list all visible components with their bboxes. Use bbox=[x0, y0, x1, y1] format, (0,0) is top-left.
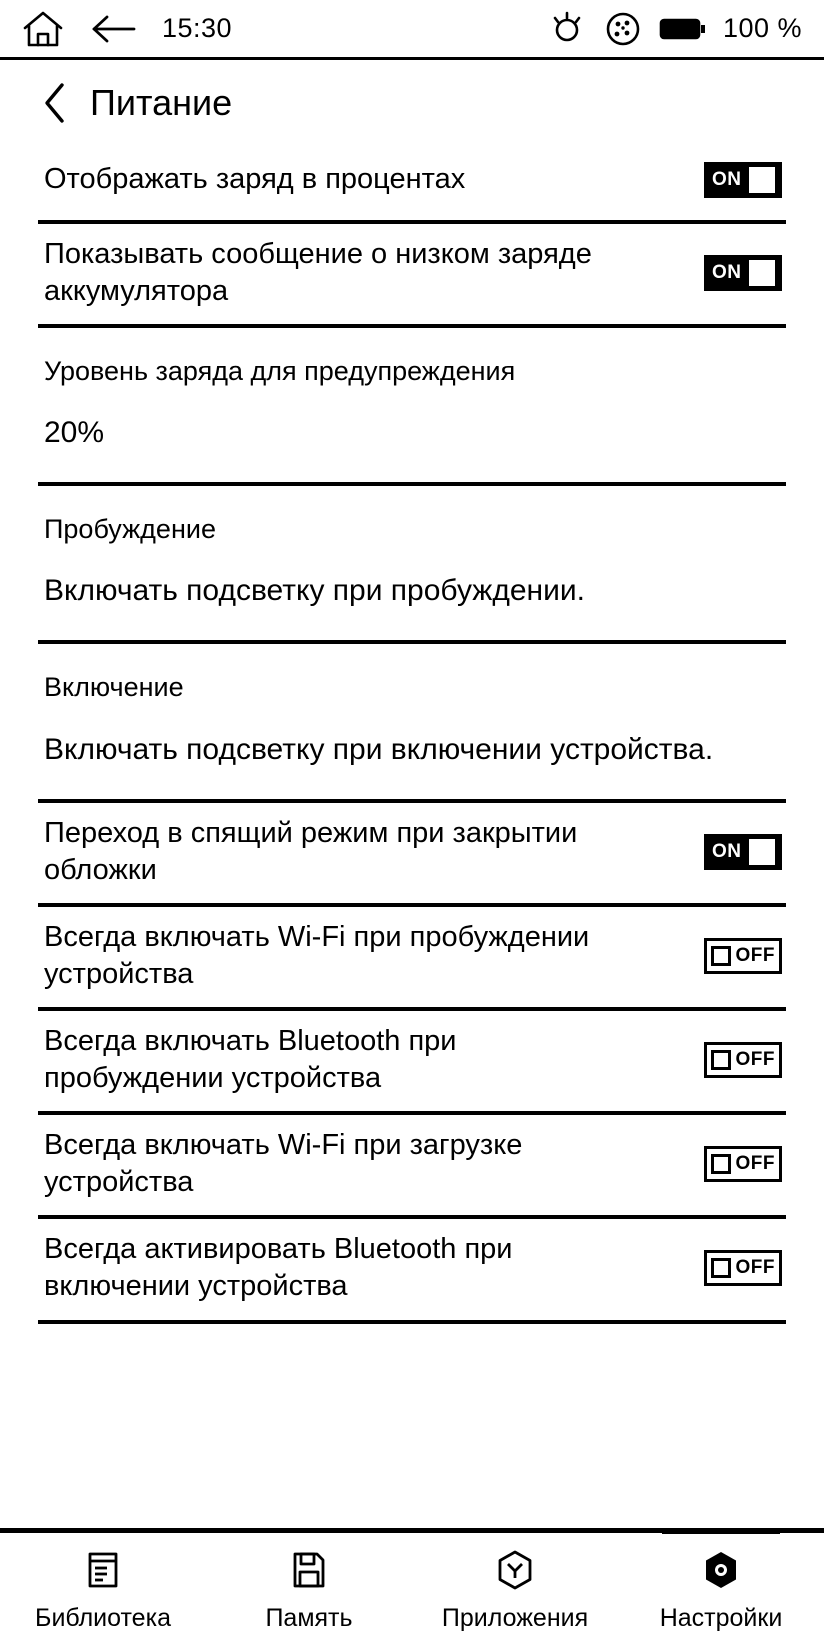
setting-group-value[interactable]: 20% bbox=[44, 416, 105, 450]
toggle-show-battery-percent[interactable] bbox=[704, 162, 782, 198]
nav-item-library[interactable] bbox=[0, 1533, 206, 1648]
setting-group-poweron[interactable] bbox=[38, 644, 786, 802]
toggle-knob bbox=[749, 167, 775, 193]
storage-floppy-icon bbox=[287, 1548, 331, 1592]
toggle-knob bbox=[711, 1154, 731, 1174]
status-bar-left bbox=[22, 9, 232, 49]
setting-row-show-battery-percent[interactable] bbox=[38, 142, 786, 224]
toggle-sleep-on-cover-close[interactable] bbox=[704, 834, 782, 870]
status-bar bbox=[0, 0, 824, 60]
toggle-wifi-on-boot[interactable] bbox=[704, 1146, 782, 1182]
toggle-state-label: OFF bbox=[735, 1257, 775, 1279]
toggle-knob bbox=[711, 1258, 731, 1278]
setting-row-wifi-on-wakeup[interactable] bbox=[38, 907, 786, 1011]
setting-label: Всегда активировать Bluetooth при включении устройства bbox=[44, 1233, 513, 1303]
toggle-state-label: OFF bbox=[735, 1153, 775, 1175]
settings-hexagon-icon bbox=[699, 1548, 743, 1592]
nav-item-storage[interactable] bbox=[206, 1533, 412, 1648]
setting-control[interactable] bbox=[704, 1042, 786, 1078]
toggle-knob bbox=[711, 1050, 731, 1070]
setting-label: Отображать заряд в процентах bbox=[44, 163, 466, 196]
setting-control[interactable] bbox=[704, 1146, 786, 1182]
toggle-bluetooth-on-boot[interactable] bbox=[704, 1250, 782, 1286]
screen-refresh-icon[interactable] bbox=[603, 9, 643, 49]
setting-control[interactable] bbox=[704, 834, 786, 870]
setting-group-title: Уровень заряда для предупреждения bbox=[44, 356, 516, 387]
setting-row-sleep-on-cover-close[interactable] bbox=[38, 803, 786, 907]
nav-label: Библиотека bbox=[35, 1604, 171, 1632]
toggle-state-label: ON bbox=[712, 169, 742, 190]
toggle-state-label: OFF bbox=[735, 1049, 775, 1071]
nav-label: Настройки bbox=[659, 1604, 783, 1632]
setting-group-warning-level[interactable] bbox=[38, 328, 786, 486]
setting-group-wakeup[interactable] bbox=[38, 486, 786, 644]
setting-group-title: Включение bbox=[44, 672, 184, 703]
nav-label: Приложения bbox=[441, 1604, 589, 1632]
nav-label: Память bbox=[265, 1604, 353, 1632]
setting-group-value[interactable]: Включать подсветку при пробуждении. bbox=[44, 574, 585, 608]
setting-control[interactable] bbox=[704, 1250, 786, 1286]
chevron-left-icon[interactable] bbox=[42, 82, 68, 124]
setting-row-low-battery-message[interactable] bbox=[38, 224, 786, 328]
toggle-state-label: OFF bbox=[735, 944, 775, 966]
toggle-knob bbox=[711, 946, 731, 966]
toggle-low-battery-message[interactable] bbox=[704, 255, 782, 291]
home-icon[interactable] bbox=[22, 9, 64, 49]
page-header bbox=[0, 60, 824, 142]
brightness-icon[interactable] bbox=[547, 9, 587, 49]
page-title: Питание bbox=[90, 82, 233, 123]
toggle-wifi-on-wakeup[interactable] bbox=[704, 938, 782, 974]
setting-label: Переход в спящий режим при закрытии обложки bbox=[44, 816, 578, 886]
nav-item-apps[interactable] bbox=[412, 1533, 618, 1648]
setting-control[interactable] bbox=[704, 255, 786, 291]
setting-row-bluetooth-on-wakeup[interactable] bbox=[38, 1011, 786, 1115]
setting-row-wifi-on-boot[interactable] bbox=[38, 1115, 786, 1219]
library-icon bbox=[81, 1548, 125, 1592]
toggle-state-label: ON bbox=[712, 840, 742, 862]
setting-label: Всегда включать Wi-Fi при пробуждении устройства bbox=[44, 920, 590, 990]
battery-percent: 100 % bbox=[722, 13, 802, 43]
setting-control[interactable] bbox=[704, 162, 786, 198]
setting-label: Всегда включать Bluetooth при пробуждении устройства bbox=[44, 1024, 457, 1095]
toggle-bluetooth-on-wakeup[interactable] bbox=[704, 1042, 782, 1078]
setting-group-value[interactable]: Включать подсветку при включении устройства. bbox=[44, 732, 714, 766]
toggle-knob bbox=[749, 260, 775, 286]
setting-label: Всегда включать Wi-Fi при загрузке устройства bbox=[44, 1129, 523, 1199]
status-bar-right bbox=[547, 9, 802, 49]
setting-label: Показывать сообщение о низком заряде аккумулятора bbox=[44, 238, 592, 308]
toggle-knob bbox=[749, 839, 775, 865]
bottom-navigation bbox=[0, 1528, 824, 1648]
back-arrow-icon[interactable] bbox=[90, 13, 136, 45]
setting-group-title: Пробуждение bbox=[44, 514, 216, 545]
battery-icon bbox=[659, 15, 707, 43]
toggle-state-label: ON bbox=[712, 262, 742, 284]
apps-hexagon-icon bbox=[493, 1548, 537, 1592]
status-time: 15:30 bbox=[162, 13, 233, 43]
settings-list bbox=[0, 142, 824, 1324]
setting-row-bluetooth-on-boot[interactable] bbox=[38, 1219, 786, 1323]
nav-item-settings[interactable] bbox=[618, 1533, 824, 1648]
setting-control[interactable] bbox=[704, 938, 786, 974]
